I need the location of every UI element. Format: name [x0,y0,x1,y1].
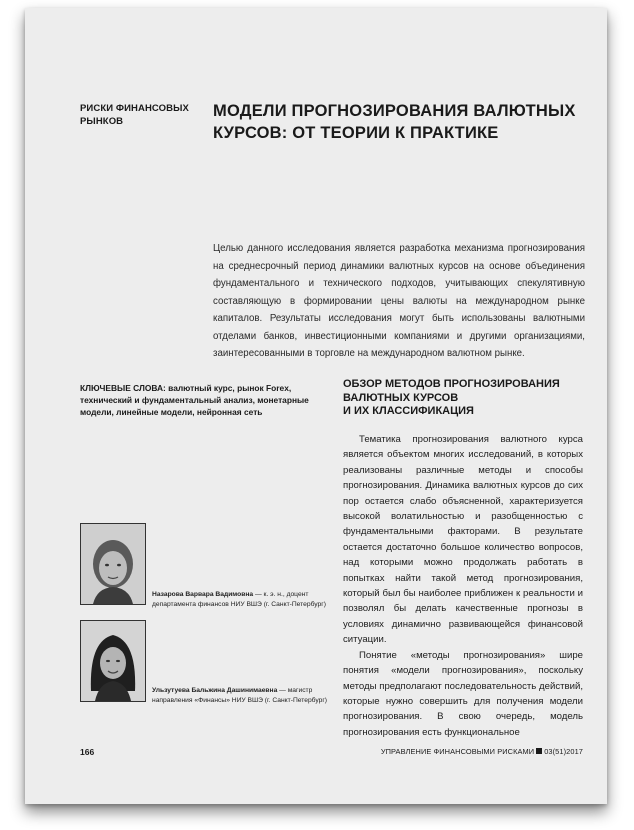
author-portrait-image [81,621,145,701]
section-label: РИСКИ ФИНАНСОВЫХ РЫНКОВ [80,103,189,127]
author-info [152,590,342,610]
journal-footer [380,747,583,756]
author-affiliation: департамента финансов НИУ ВШЭ (г. Санкт-Петербург) [152,601,326,608]
author-photo [80,523,146,605]
body-text [343,432,583,740]
article-title: МОДЕЛИ ПРОГНОЗИРОВАНИЯ ВАЛЮТНЫХ КУРСОВ: ОТ ТЕОРИИ К ПРАКТИКЕ [213,102,576,142]
keywords: КЛЮЧЕВЫЕ СЛОВА: валютный курс, рынок Forex, технический и фундаментальный анализ, монетарные модели, линейные модели, нейронная сеть [80,383,309,417]
author-degree: — к. э. н., доцент [253,591,309,598]
author-degree: — магистр [277,687,313,694]
section-heading [343,378,583,419]
abstract: Целью данного исследования является разработка механизма прогнозирования на среднесрочный период динамики валютных курсов на основе объединения фундаментального и технического подходов, учитывающих спекулятивную составляющую в формировании цены валюты на международном рынке капиталов. Результаты исследования могут быть использованы валютными отделами банков, инвестиционными компаниями и другими организациями, заинтересованными в торговле на международном валютном рынке. [213,243,585,359]
body-paragraph: Тематика прогнозирования валютного курса является объектом многих исследований, в которых реализованы различные методы и способы прогнозирования. Динамика валютных курсов до сих пор остается слабо объясненной, характеризуется высокой волатильностью и разобщенностью с фундаментальными факторами. В результате остается достаточно большое количество вопросов, над которыми можно продолжать работать в попытках найти такой метод прогнозирования, который был бы наиболее приближен к реальности и позволял бы делать качественные прогнозы в условиях динамично развивающейся финансовой ситуации. [343,434,583,646]
journal-issue: 03(51)2017 [544,747,583,756]
section-heading-line: ВАЛЮТНЫХ КУРСОВ [343,391,459,404]
author-info [152,686,342,706]
author-affiliation: направления «Финансы» НИУ ВШЭ (г. Санкт-Петербург) [152,697,328,704]
author-photo [80,620,146,702]
section-heading-line: И ИХ КЛАССИФИКАЦИЯ [343,405,474,417]
author-name: Ульзутуева Бальжина Дашинимаевна [152,687,278,694]
body-paragraph: Понятие «методы прогнозирования» шире понятия «модели прогнозирования», поскольку методы предполагают последовательность действий, которые нужно совершить для получения модели прогнозирования. В свою очередь, модель прогнозирования есть функциональное [343,649,583,738]
journal-name: УПРАВЛЕНИЕ ФИНАНСОВЫМИ РИСКАМИ [380,747,535,756]
section-heading-line: ОБЗОР МЕТОДОВ ПРОГНОЗИРОВАНИЯ [343,378,560,390]
author-name: Назарова Варвара Вадимовна [152,591,254,598]
page-number: 166 [80,747,95,757]
author-portrait-image [81,524,145,604]
square-separator-icon [536,748,542,754]
